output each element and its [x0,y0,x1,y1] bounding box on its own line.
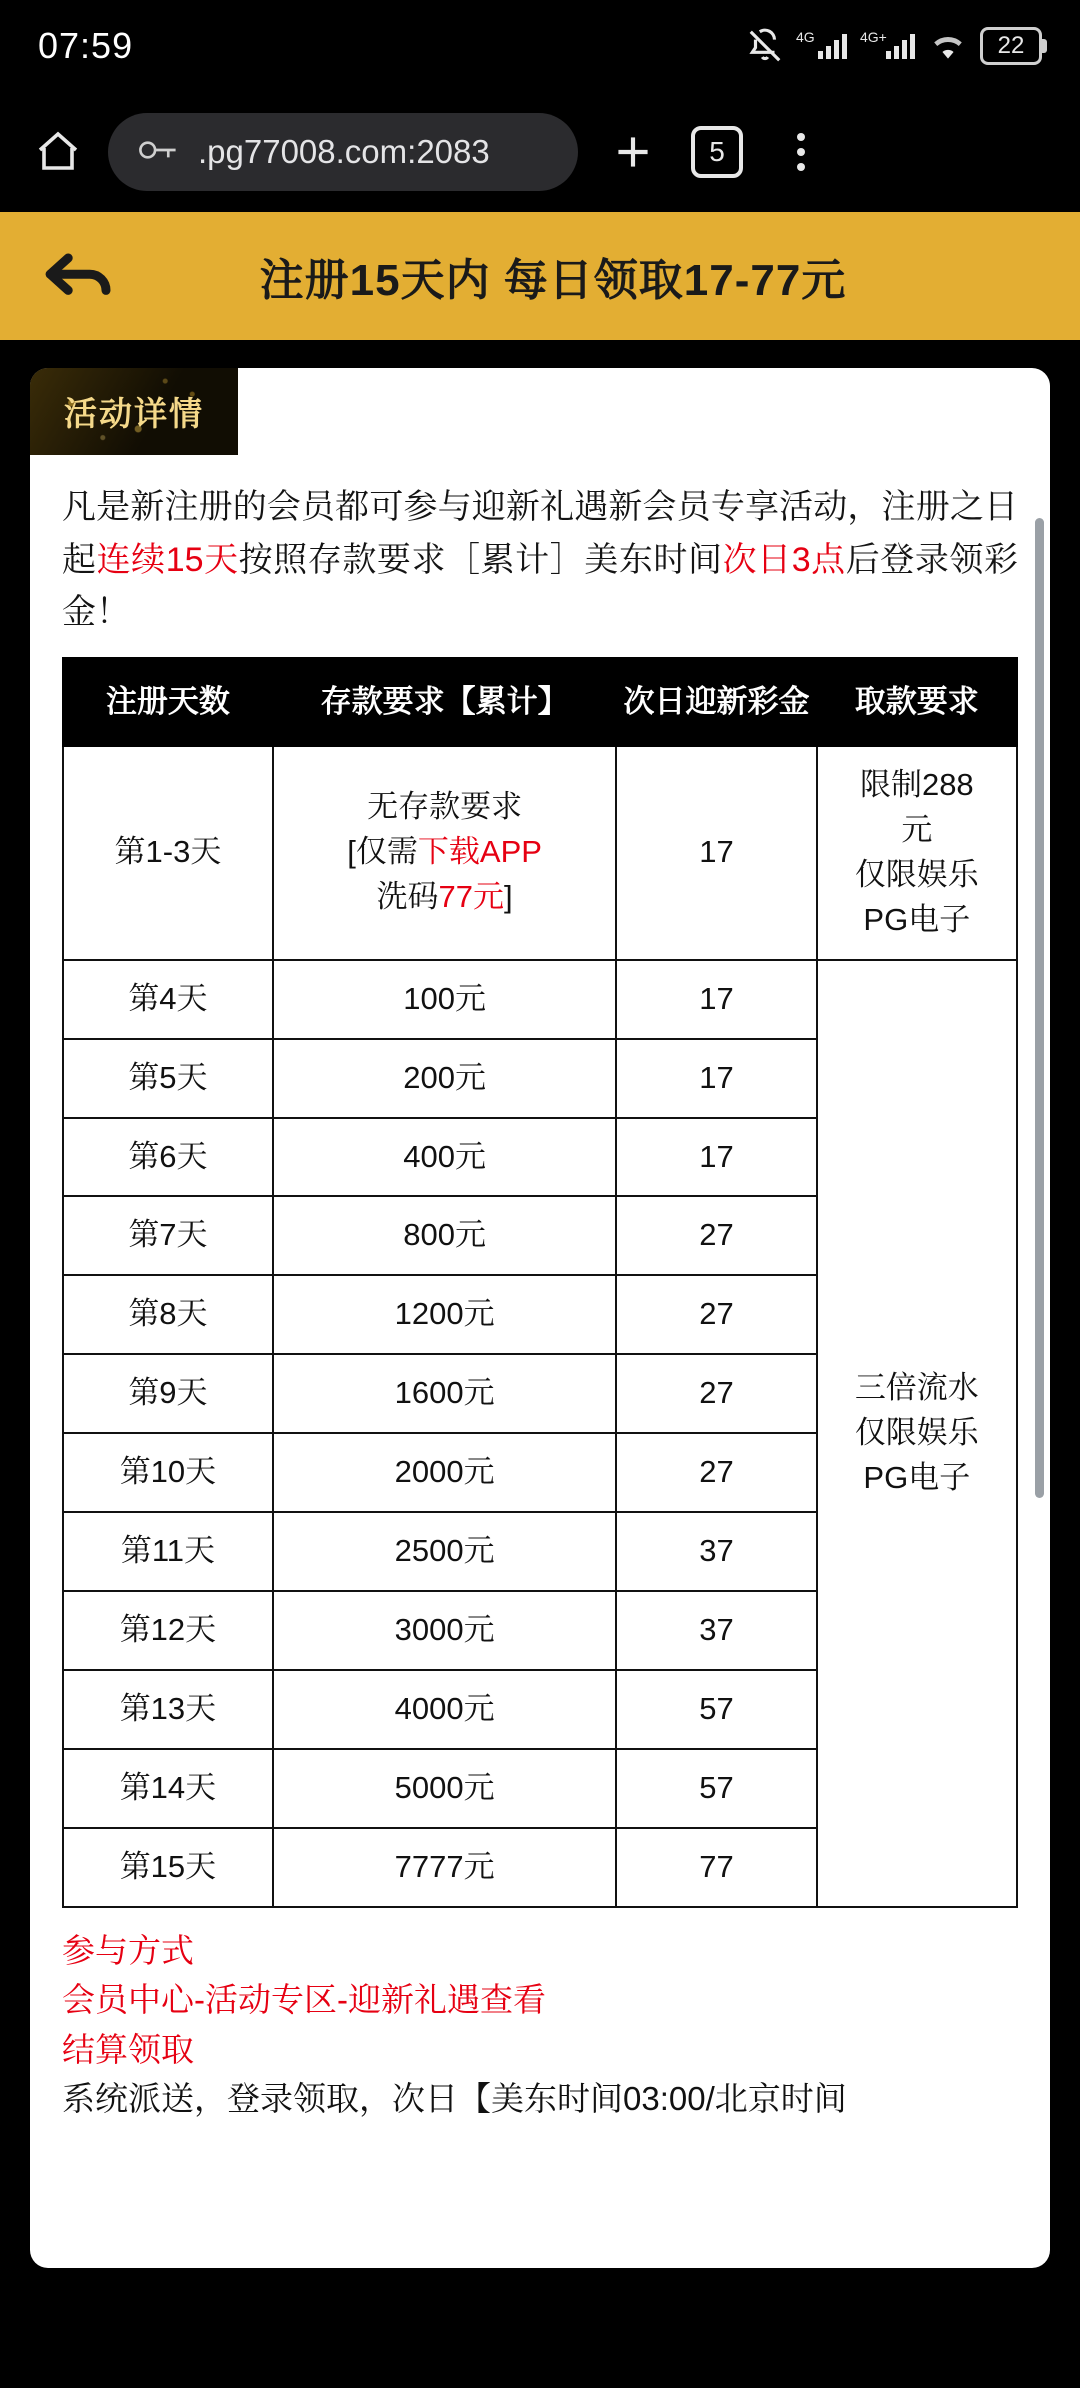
tab-count: 5 [691,126,743,178]
table-row [63,746,1017,960]
cell-days: 第6天 [63,1118,273,1197]
url-text: .pg77008.com:2083 [198,133,490,170]
cell-days: 第15天 [63,1828,273,1907]
cell-deposit: 无存款要求 [仅需下载APP 洗码77元] [273,746,616,960]
th-withdraw: 取款要求 [817,658,1017,746]
cell-deposit: 400元 [273,1118,616,1197]
site-info-icon[interactable] [136,133,180,172]
th-deposit: 存款要求【累计】 [273,658,616,746]
footer-line-1: 参与方式 [62,1931,194,1969]
cell-bonus: 57 [616,1670,816,1749]
cell-days: 第9天 [63,1354,273,1433]
wifi-icon [928,27,968,65]
cell-bonus: 57 [616,1749,816,1828]
activity-card [30,368,1050,2268]
cell-deposit: 1200元 [273,1275,616,1354]
activity-intro [30,455,1050,657]
cell-deposit: 100元 [273,960,616,1039]
intro-highlight-1: 连续15天 [96,540,239,579]
intro-text-1: 凡是新注册的会员都可参与迎新礼遇新会员专享活动，注册之日起 [62,488,1018,579]
web-page [0,212,1080,2388]
cell-deposit: 7777元 [273,1828,616,1907]
tab-switcher-button[interactable] [680,115,754,189]
section-tab-wrap [30,368,1050,455]
cell-deposit: 2500元 [273,1512,616,1591]
bell-off-icon [746,27,784,65]
cell-bonus: 27 [616,1354,816,1433]
cell-withdraw-merged: 三倍流水 仅限娱乐 PG电子 [817,960,1017,1907]
table-row [63,960,1017,1039]
status-icon-group [746,27,1042,65]
cell-bonus: 27 [616,1433,816,1512]
cell-bonus: 17 [616,1118,816,1197]
footer-line-3: 结算领取 [62,2030,194,2068]
svg-text:4G+: 4G+ [860,29,887,45]
signal-4g-plus-icon [860,27,916,65]
cell-days: 第12天 [63,1591,273,1670]
cell-days: 第1-3天 [63,746,273,960]
th-bonus: 次日迎新彩金 [616,658,816,746]
intro-text-3: 后登录领彩金！ [62,540,1018,632]
intro-highlight-2: 次日3点 [722,540,846,579]
reward-table [62,657,1018,1908]
cell-deposit: 3000元 [273,1591,616,1670]
intro-text-2: 按照存款要求［累计］美东时间 [238,540,723,579]
cell-bonus: 37 [616,1512,816,1591]
home-icon[interactable] [26,120,90,184]
back-arrow-icon[interactable] [36,250,122,302]
battery-icon: 22 [980,27,1042,65]
cell-bonus: 17 [616,1039,816,1118]
cell-bonus: 77 [616,1828,816,1907]
menu-icon[interactable] [764,115,838,189]
cell-deposit: 4000元 [273,1670,616,1749]
table-header-row [63,658,1017,746]
cell-withdraw: 限制288 元 仅限娱乐 PG电子 [817,746,1017,960]
page-scrollbar[interactable] [1035,518,1044,1498]
table-body [63,746,1017,1907]
cell-deposit: 800元 [273,1196,616,1275]
cell-days: 第7天 [63,1196,273,1275]
cell-bonus: 27 [616,1196,816,1275]
page-banner [0,212,1080,340]
cell-deposit: 1600元 [273,1354,616,1433]
address-bar[interactable] [108,113,578,191]
status-clock: 07:59 [38,25,134,66]
section-tab-activity-detail: 活动详情 [30,368,238,455]
cell-days: 第10天 [63,1433,273,1512]
cell-bonus: 37 [616,1591,816,1670]
cell-days: 第13天 [63,1670,273,1749]
new-tab-button[interactable] [596,115,670,189]
cell-deposit: 5000元 [273,1749,616,1828]
browser-toolbar [0,92,1080,212]
footer-notes [30,1908,1050,2124]
cell-days: 第5天 [63,1039,273,1118]
svg-text:4G: 4G [796,29,815,45]
footer-line-4: 系统派送，登录领取，次日【美东时间03:00/北京时间 [62,2080,847,2118]
cell-bonus: 17 [616,960,816,1039]
th-days: 注册天数 [63,658,273,746]
cell-days: 第4天 [63,960,273,1039]
page-title: 注册15天内 每日领取17-77元 [259,256,847,305]
signal-4g-icon [796,27,848,65]
cell-bonus: 27 [616,1275,816,1354]
footer-line-2: 会员中心-活动专区-迎新礼遇查看 [62,1981,546,2019]
status-bar [0,0,1080,92]
cell-days: 第14天 [63,1749,273,1828]
cell-deposit: 2000元 [273,1433,616,1512]
cell-days: 第8天 [63,1275,273,1354]
cell-deposit: 200元 [273,1039,616,1118]
cell-bonus: 17 [616,746,816,960]
cell-days: 第11天 [63,1512,273,1591]
